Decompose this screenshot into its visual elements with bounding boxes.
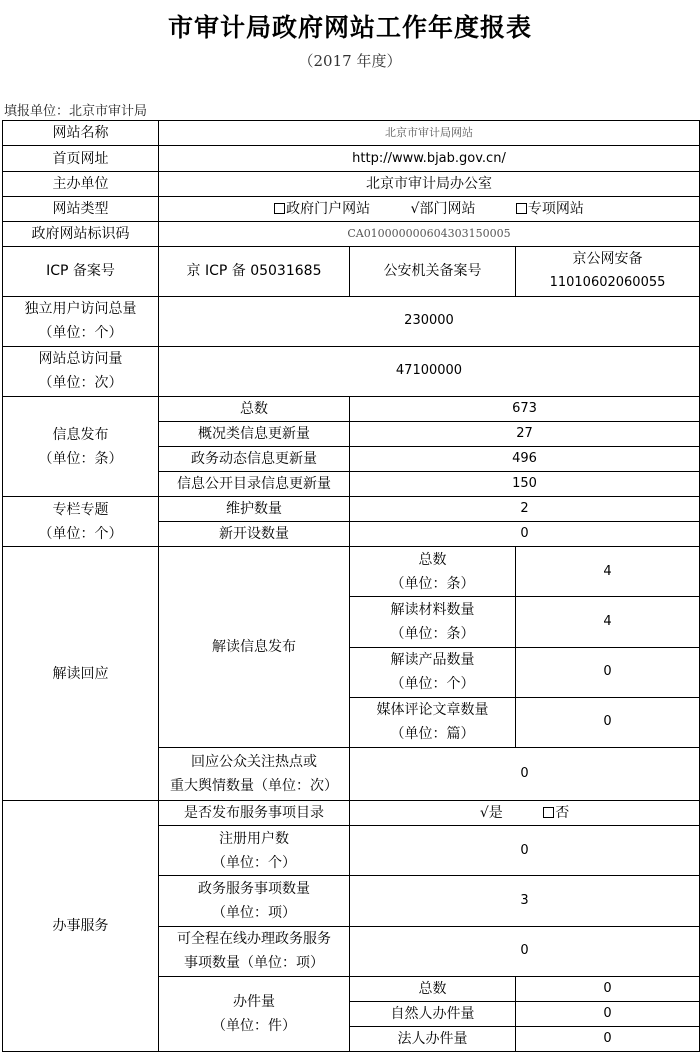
cell-label: ICP 备案号 bbox=[3, 247, 159, 296]
cell-label: 总数 bbox=[350, 976, 516, 1001]
cell-label: 媒体评论文章数量 （单位：篇） bbox=[350, 697, 516, 747]
cell-label: 总数 （单位：条） bbox=[350, 547, 516, 597]
cell-label: 总数 bbox=[159, 396, 350, 421]
row-columns bbox=[3, 497, 700, 522]
cell-value: 2 bbox=[350, 497, 700, 522]
cell-value: 0 bbox=[350, 826, 700, 876]
cell-label: 解读产品数量 （单位：个） bbox=[350, 647, 516, 697]
cell-label: 法人办件量 bbox=[350, 1026, 516, 1051]
cell-label: 办件量 （单位：件） bbox=[159, 976, 350, 1051]
cell-label: 回应公众关注热点或 重大舆情数量（单位：次） bbox=[159, 747, 350, 800]
cell-value: 0 bbox=[516, 697, 700, 747]
checkbox-icon bbox=[516, 203, 527, 214]
cell-group-label: 办事服务 bbox=[3, 801, 159, 1052]
cell-label: 网站类型 bbox=[3, 197, 159, 222]
row-site-type bbox=[3, 197, 700, 222]
cell-value: 京公网安备 11010602060055 bbox=[516, 247, 700, 296]
cell-label: 是否发布服务事项目录 bbox=[159, 801, 350, 826]
cell-label: 网站名称 bbox=[3, 121, 159, 146]
cell-label: 概况类信息更新量 bbox=[159, 421, 350, 446]
cell-label: 注册用户数 （单位：个） bbox=[159, 826, 350, 876]
check-icon: √ bbox=[410, 201, 420, 218]
cell-label: 自然人办件量 bbox=[350, 1001, 516, 1026]
row-interpret bbox=[3, 547, 700, 597]
cell-label: 网站总访问量 （单位：次） bbox=[3, 346, 159, 396]
cell-label: 独立用户访问总量 （单位：个） bbox=[3, 296, 159, 346]
cell-value: 0 bbox=[516, 647, 700, 697]
cell-value: 150 bbox=[350, 472, 700, 497]
cell-value: 北京市审计局网站 bbox=[159, 121, 700, 146]
checkbox-icon bbox=[274, 203, 285, 214]
catalog-option-no[interactable]: 否 bbox=[543, 805, 569, 821]
row-icp bbox=[3, 247, 700, 296]
site-type-options bbox=[159, 197, 700, 222]
cell-label: 政府网站标识码 bbox=[3, 222, 159, 247]
cell-value: 北京市审计局办公室 bbox=[159, 172, 700, 197]
check-icon: √ bbox=[479, 805, 489, 822]
row-home-url bbox=[3, 146, 700, 172]
page-title: 市审计局政府网站工作年度报表 bbox=[167, 13, 532, 42]
cell-group-label: 信息发布 （单位：条） bbox=[3, 396, 159, 496]
cell-label: 政务服务事项数量 （单位：项） bbox=[159, 876, 350, 926]
filler-unit: 填报单位：北京市审计局 bbox=[4, 104, 148, 119]
row-visits bbox=[3, 346, 700, 396]
site-type-option[interactable]: 专项网站 bbox=[516, 201, 584, 217]
site-type-option[interactable]: √部门网站 bbox=[410, 201, 476, 218]
cell-value: 0 bbox=[516, 1001, 700, 1026]
catalog-options bbox=[350, 801, 700, 826]
cell-value: 0 bbox=[516, 1026, 700, 1051]
page-subtitle: （2017 年度） bbox=[298, 52, 402, 70]
catalog-option-yes[interactable]: √是 bbox=[479, 805, 503, 822]
cell-value: 京 ICP 备 05031685 bbox=[159, 247, 350, 296]
cell-label: 首页网址 bbox=[3, 146, 159, 172]
cell-value: 47100000 bbox=[159, 346, 700, 396]
cell-sub-label: 解读信息发布 bbox=[159, 547, 350, 748]
cell-label: 解读材料数量 （单位：条） bbox=[350, 597, 516, 647]
checkbox-icon bbox=[543, 807, 554, 818]
row-sponsor bbox=[3, 172, 700, 197]
row-info bbox=[3, 396, 700, 421]
cell-label: 信息公开目录信息更新量 bbox=[159, 472, 350, 497]
cell-value: CA010000000604303150005 bbox=[159, 222, 700, 247]
row-service bbox=[3, 801, 700, 826]
cell-label: 主办单位 bbox=[3, 172, 159, 197]
cell-value: 0 bbox=[350, 522, 700, 547]
cell-value: 0 bbox=[516, 976, 700, 1001]
cell-label: 政务动态信息更新量 bbox=[159, 447, 350, 472]
report-table bbox=[2, 120, 700, 1052]
cell-value: 0 bbox=[350, 926, 700, 976]
cell-value: 4 bbox=[516, 597, 700, 647]
row-visitors bbox=[3, 296, 700, 346]
cell-value: 27 bbox=[350, 421, 700, 446]
cell-value: 0 bbox=[350, 747, 700, 800]
row-site-id bbox=[3, 222, 700, 247]
home-url-link[interactable]: http://www.bjab.gov.cn/ bbox=[159, 146, 700, 172]
cell-group-label: 解读回应 bbox=[3, 547, 159, 801]
cell-label: 维护数量 bbox=[159, 497, 350, 522]
cell-label: 公安机关备案号 bbox=[350, 247, 516, 296]
cell-value: 4 bbox=[516, 547, 700, 597]
cell-value: 230000 bbox=[159, 296, 700, 346]
cell-value: 3 bbox=[350, 876, 700, 926]
cell-label: 新开设数量 bbox=[159, 522, 350, 547]
cell-value: 673 bbox=[350, 396, 700, 421]
site-type-option[interactable]: 政府门户网站 bbox=[274, 201, 370, 217]
cell-label: 可全程在线办理政务服务 事项数量（单位：项） bbox=[159, 926, 350, 976]
cell-group-label: 专栏专题 （单位：个） bbox=[3, 497, 159, 547]
cell-value: 496 bbox=[350, 447, 700, 472]
row-site-name bbox=[3, 121, 700, 146]
